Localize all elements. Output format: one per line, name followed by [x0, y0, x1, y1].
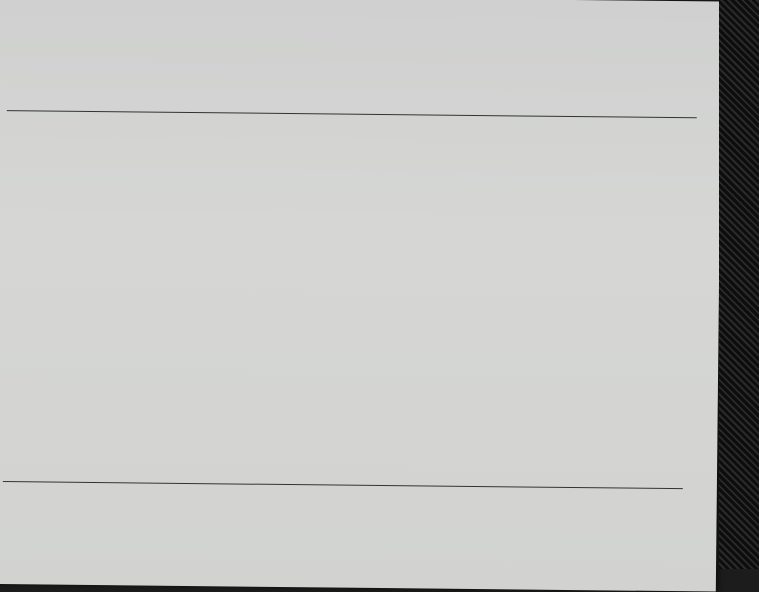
right-checklist [0, 0, 722, 2]
section-divider [7, 110, 697, 118]
left-checklist [0, 0, 722, 2]
background-fabric [719, 0, 759, 569]
top-checks [0, 0, 722, 2]
footer-divider [3, 481, 683, 489]
